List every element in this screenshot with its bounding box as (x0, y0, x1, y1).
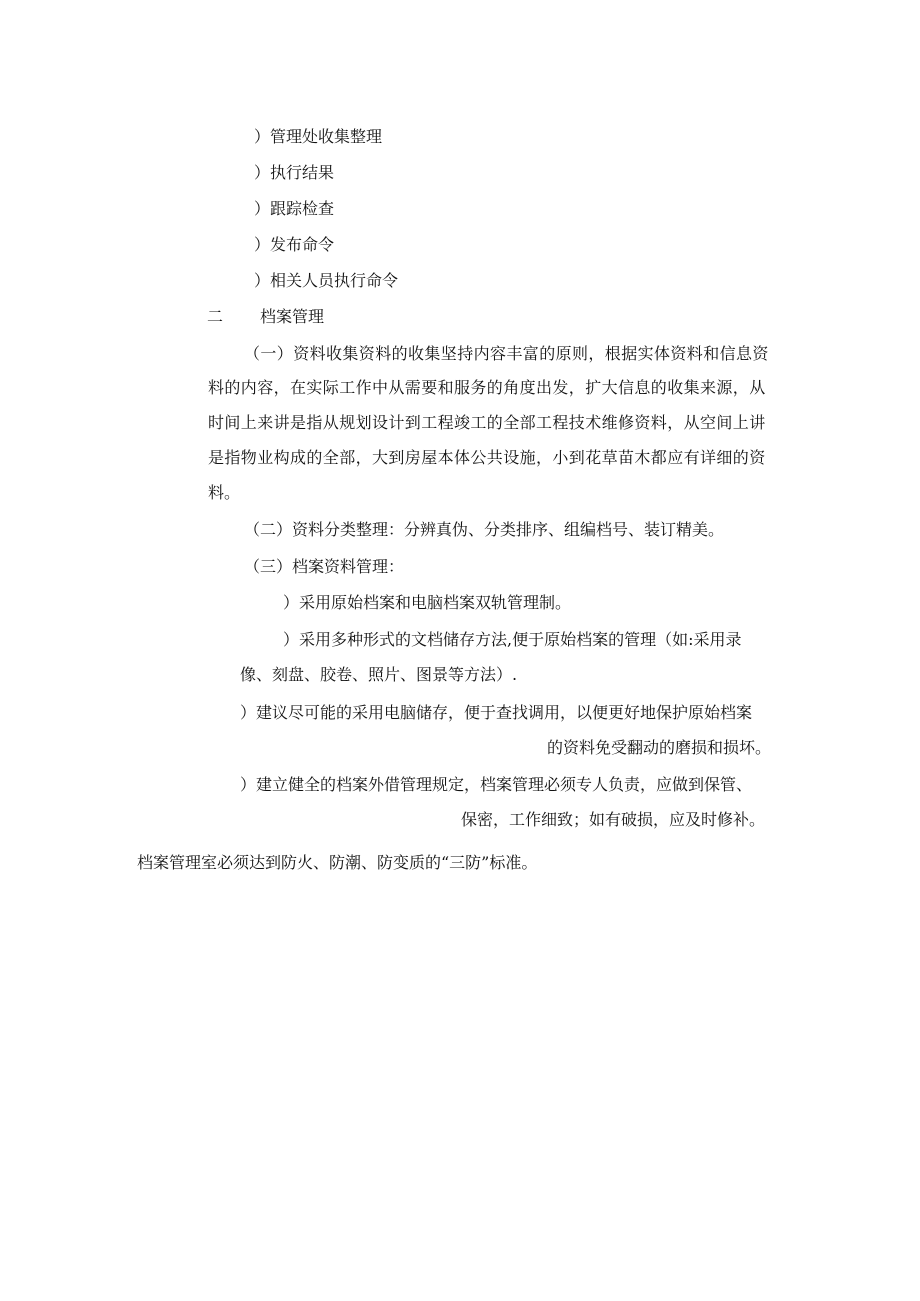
section-number: 二 (207, 307, 224, 326)
flow-item-2: ）执行结果 (254, 163, 335, 182)
para1-line3: 时间上来讲是指从规划设计到工程竣工的全部工程技术维修资料，从空间上讲 (208, 413, 766, 432)
sub4-line1: ）建立健全的档案外借管理规定，档案管理必须专人负责，应做到保管、 (240, 775, 753, 794)
sub2-line1: ）采用多种形式的文档储存方法,便于原始档案的管理（如:采用录 (283, 630, 742, 649)
sub3-line2: 的资料免受翻动的磨损和损坏。 (547, 738, 772, 757)
sub3-line1: ）建议尽可能的采用电脑储存，便于查找调用，以便更好地保护原始档案 (240, 703, 753, 722)
section-title: 档案管理 (260, 307, 325, 326)
para1-line1: （一）资料收集资料的收集坚持内容丰富的原则，根据实体资料和信息资 (244, 344, 769, 363)
closing-statement: 档案管理室必须达到防火、防潮、防变质的“三防”标准。 (137, 853, 538, 872)
flow-item-5: ）相关人员执行命令 (254, 271, 399, 290)
sub4-line2: 保密，工作细致；如有破损，应及时修补。 (461, 810, 766, 829)
sub2-line2: 像、刻盘、胶卷、照片、图景等方法）. (240, 665, 518, 684)
flow-item-3: ）跟踪检查 (254, 199, 335, 218)
para1-line5: 料。 (208, 483, 241, 502)
flow-item-4: ）发布命令 (254, 235, 335, 254)
para2-text: （二）资料分类整理：分辨真伪、分类排序、组编档号、装订精美。 (244, 520, 725, 539)
flow-item-1: ）管理处收集整理 (254, 127, 383, 146)
para1-line2: 料的内容，在实际工作中从需要和服务的角度出发，扩大信息的收集来源，从 (208, 378, 766, 397)
para1-line4: 是指物业构成的全部，大到房屋本体公共设施，小到花草苗木都应有详细的资 (208, 448, 766, 467)
sub1-text: ）采用原始档案和电脑档案双轨管理制。 (283, 593, 572, 612)
para3-heading: （三）档案资料管理： (244, 557, 405, 576)
